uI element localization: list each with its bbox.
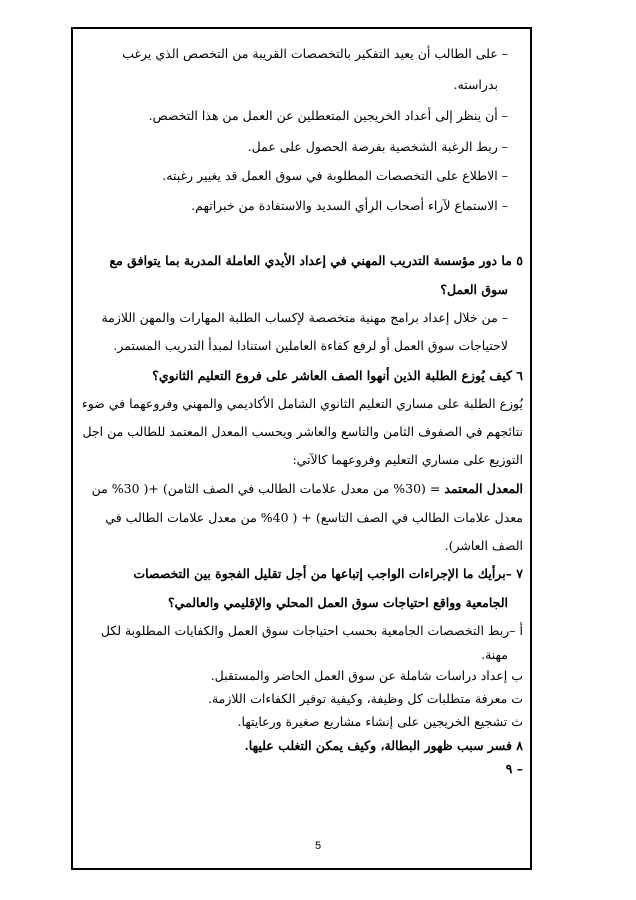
text-line: – من خلال إعداد برامج مهنية متخصصة لإكساب الطلبة المهارات والمهن اللازمة [101, 310, 508, 325]
list-item: ت معرفة متطلبات كل وظيفة، وكيفية توفير الكفاءات اللازمة. [207, 691, 523, 706]
list-item: ث تشجيع الخريجين على إنشاء مشاريع صغيرة ورعايتها. [237, 714, 523, 729]
text-line: – على الطالب أن يعيد التفكير بالتخصصات القريبة من التخصص الذي يرغب [122, 46, 508, 61]
text-line: الصف العاشر). [444, 538, 523, 553]
question-8-heading: ٨ فسر سبب ظهور البطالة، وكيف يمكن التغلب عليها. [244, 738, 523, 753]
question-6-heading: ٦ كيف يُوزع الطلبة الذين أنهوا الصف العاشر على فروع التعليم الثانوي؟ [152, 368, 523, 383]
question-7-heading-cont: الجامعية وواقع احتياجات سوق العمل المحلي والإقليمي والعالمي؟ [167, 595, 508, 610]
question-5-heading-cont: سوق العمل؟ [440, 282, 508, 297]
question-5-heading: ٥ ما دور مؤسسة التدريب المهني في إعداد الأيدي العاملة المدربة بما يتوافق مع [109, 253, 523, 268]
question-9-heading: ٩ – [505, 761, 523, 776]
text-line: – الاطلاع على التخصصات المطلوبة في سوق العمل قد يغيير رغبته. [162, 168, 508, 183]
text-line: – أن ينظر إلى أعداد الخريجين المتعطلين عن العمل من هذا التخصص. [148, 108, 508, 123]
list-item: ب إعداد دراسات شاملة عن سوق العمل الحاضر والمستقبل. [210, 668, 523, 683]
text-line: يُوزع الطلبة على مساري التعليم الثانوي الشامل الأكاديمي والمهني وفروعهما في ضوء [81, 396, 523, 411]
list-item-cont: مهنة. [481, 647, 508, 662]
list-item: أ –ربط التخصصات الجامعية بحسب احتياجات سوق العمل والكفايات المطلوبة لكل [100, 623, 523, 638]
text-line: – ربط الرغبة الشخصية بفرصة الحصول على عمل. [247, 139, 508, 154]
page-number: 5 [314, 840, 322, 852]
text-line: معدل علامات الطالب في الصف التاسع) + ( 40% من معدل علامات الطالب في [105, 510, 523, 525]
text-line: نتائجهم في الصفوف الثامن والتاسع والعاشر ويحسب المعدل المعتمد للطالب من اجل [82, 424, 523, 439]
text-line: التوزيع على مساري التعليم وفروعهما كالآتي: [292, 452, 523, 467]
text-line: بدراسته. [453, 77, 498, 92]
average-formula-line [92, 480, 523, 498]
average-label: المعدل المعتمد [444, 481, 523, 496]
text-line: – الاستماع لآراء أصحاب الرأي السديد والاستفادة من خبراتهم. [191, 198, 508, 213]
question-7-heading: ٧ –برأيك ما الإجراءات الواجب إتباعها من أجل تقليل الفجوة بين التخصصات [133, 566, 523, 581]
text-line: لاحتياجات سوق العمل أو لرفع كفاءة العاملين استنادا لمبدأ التدريب المستمر. [113, 338, 508, 353]
average-formula: = (30% من معدل علامات الطالب في الصف الثامن) +( 30% من [91, 481, 445, 496]
